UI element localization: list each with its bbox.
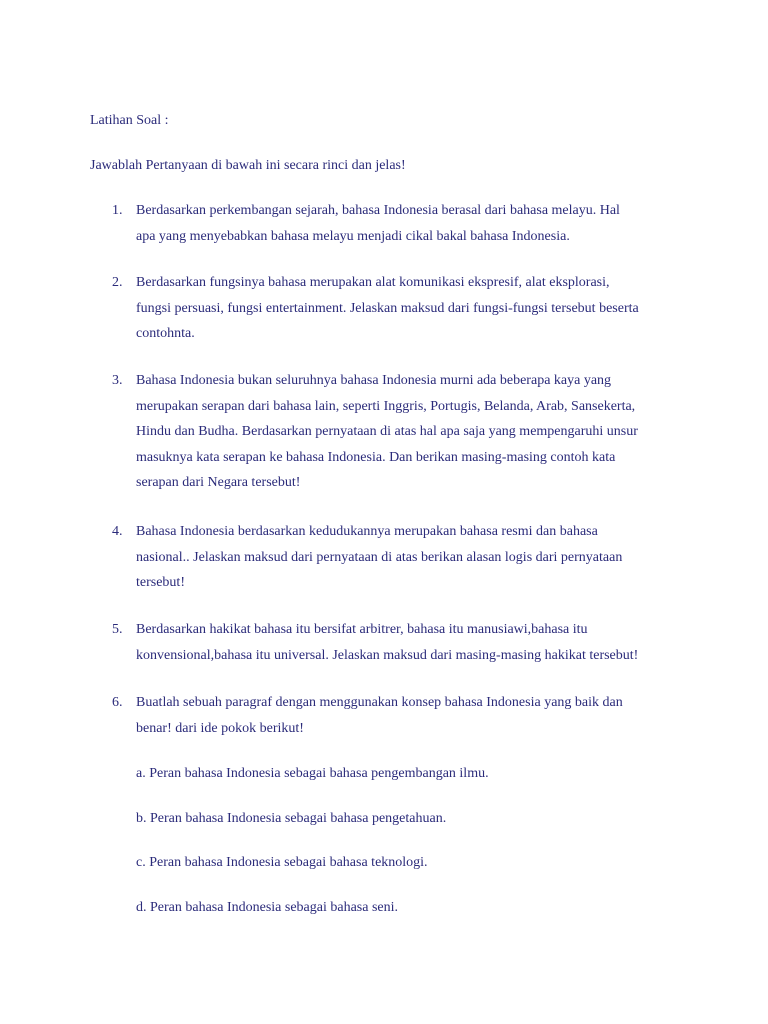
question-line: serapan dari Negara tersebut! [136,475,301,490]
sub-item-d: d. Peran bahasa Indonesia sebagai bahasa seni. [136,900,399,915]
question-number: 1. [112,203,123,218]
question-number: 4. [112,524,123,539]
instruction-text: Jawablah Pertanyaan di bawah ini secara rinci dan jelas! [90,158,406,173]
sub-item-c: c. Peran bahasa Indonesia sebagai bahasa teknologi. [136,855,428,870]
question-text [136,368,684,496]
question-line: konvensional,bahasa itu universal. Jelaskan maksud dari masing-masing hakikat tersebut! [136,647,639,663]
question-text [136,270,684,347]
question-text [136,519,684,596]
question-line: contohnta. [136,326,195,341]
question-line: fungsi persuasi, fungsi entertainment. Jelaskan maksud dari fungsi-fungsi tersebut beserta [136,300,639,316]
question-line: apa yang menyebabkan bahasa melayu menjadi cikal bakal bahasa Indonesia. [136,228,570,244]
question-number: 3. [112,373,123,388]
question-number: 6. [112,695,123,710]
question-line: Berdasarkan hakikat bahasa itu bersifat arbitrer, bahasa itu manusiawi,bahasa itu [136,622,588,637]
question-number: 2. [112,275,123,290]
question-line: Berdasarkan perkembangan sejarah, bahasa Indonesia berasal dari bahasa melayu. Hal [136,203,620,218]
question-line: nasional.. Jelaskan maksud dari pernyataan di atas berikan alasan logis dari pernyataan [136,549,623,565]
question-line: masuknya kata serapan ke bahasa Indonesia. Dan berikan masing-masing contoh kata [136,449,616,465]
question-number: 5. [112,622,123,637]
question-line: Bahasa Indonesia bukan seluruhnya bahasa Indonesia murni ada beberapa kaya yang [136,373,612,388]
question-line: Berdasarkan fungsinya bahasa merupakan alat komunikasi ekspresif, alat eksplorasi, [136,275,610,290]
question-line: benar! dari ide pokok berikut! [136,720,304,736]
question-line: Bahasa Indonesia berdasarkan kedudukannya merupakan bahasa resmi dan bahasa [136,524,598,539]
question-line: tersebut! [136,575,185,590]
question-line: Hindu dan Budha. Berdasarkan pernyataan di atas hal apa saja yang mempengaruhi unsur [136,424,638,439]
sub-item-b: b. Peran bahasa Indonesia sebagai bahasa pengetahuan. [136,811,447,826]
question-line: merupakan serapan dari bahasa lain, seperti Inggris, Portugis, Belanda, Arab, Sansekerta, [136,398,636,414]
question-text [136,690,684,741]
question-text [136,198,684,249]
question-line: Buatlah sebuah paragraf dengan menggunakan konsep bahasa Indonesia yang baik dan [136,695,623,710]
question-text [136,617,684,668]
document-title: Latihan Soal : [90,113,169,128]
sub-item-a: a. Peran bahasa Indonesia sebagai bahasa pengembangan ilmu. [136,766,489,781]
